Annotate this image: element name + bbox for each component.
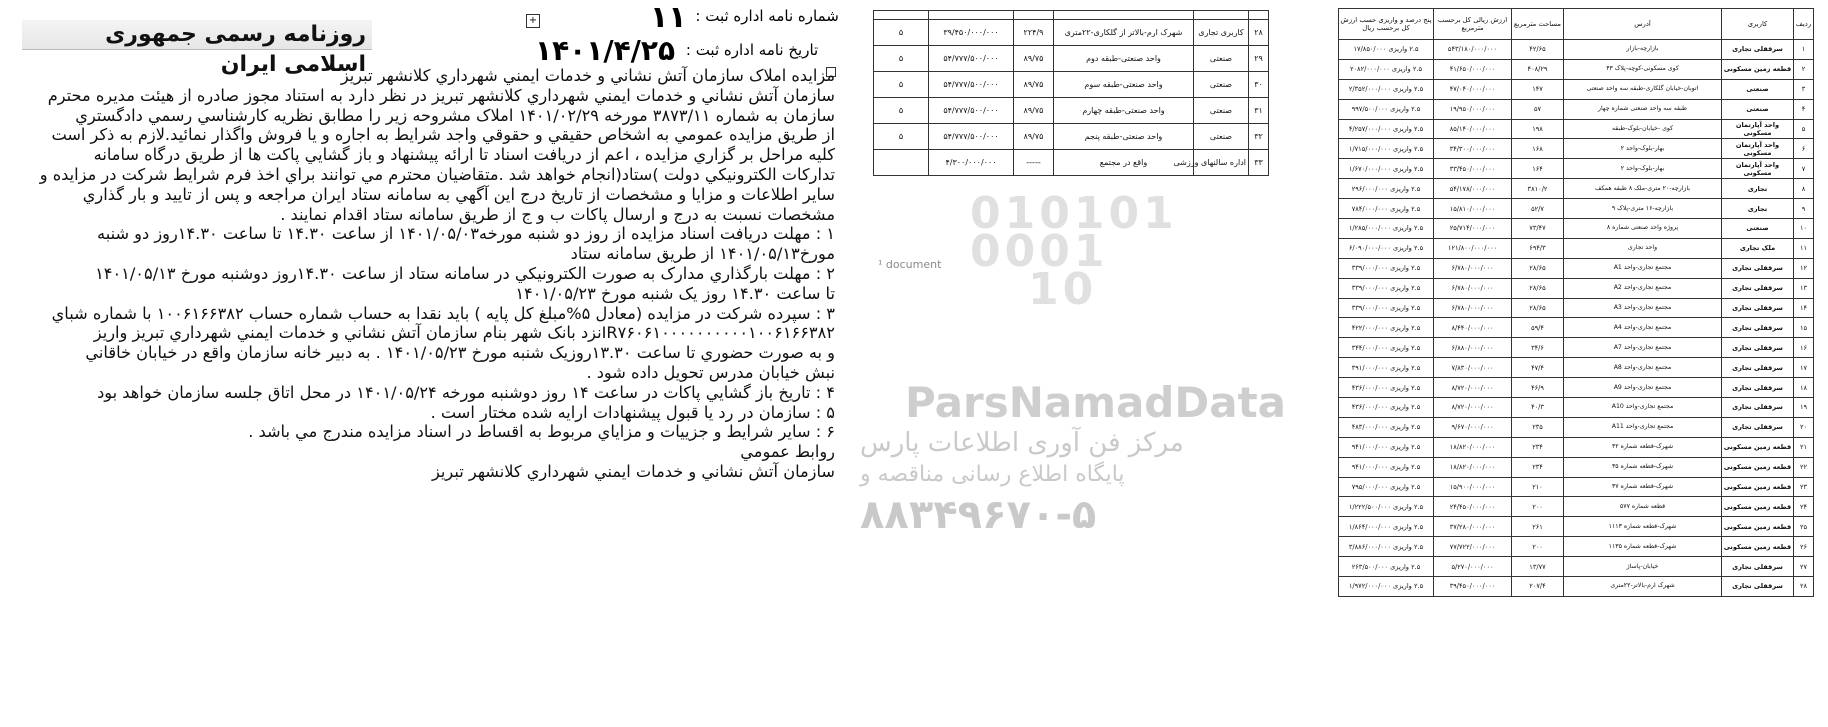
cell-no: ۲۹ — [1249, 46, 1269, 72]
cell-area: ۱۴۷ — [1512, 79, 1564, 99]
table-row — [874, 11, 1269, 20]
table-row — [1339, 537, 1814, 557]
table-cell — [1014, 11, 1054, 20]
cell-use: واحد آپارتمان مسکونی — [1722, 139, 1794, 159]
watermark-center-line: مرکز فن آوری اطلاعات پارس — [860, 428, 1184, 458]
cell-use: صنعتی — [1722, 79, 1794, 99]
table-row — [874, 72, 1269, 98]
cell-row-number: ۱۳ — [1794, 278, 1814, 298]
header-row-number: ردیف — [1794, 9, 1814, 40]
cell-area: ۲۸/۶۵ — [1512, 258, 1564, 278]
cell-unit-price: ۲۴/۴۵۰/۰۰۰/۰۰۰ — [1434, 497, 1512, 517]
cell-use: صنعتی — [1194, 72, 1249, 98]
cell-total: ۲.۵ واریزی ۴۲۲/۰۰۰/۰۰۰ — [1339, 318, 1434, 338]
table-row — [874, 46, 1269, 72]
notice-line: روابط عمومي — [740, 442, 835, 462]
table-row — [1339, 179, 1814, 199]
header-total: پنج درصد و واریزی حسب ارزش کل برحسب ریال — [1339, 9, 1434, 40]
registration-date-line — [535, 34, 818, 67]
cell-address: شهرک-قطعه شماره ۱۱۱۳ — [1564, 517, 1722, 537]
cell-total: ۲.۵ واریزی ۱/۲۲۲/۵۰۰/۰۰۰ — [1339, 497, 1434, 517]
cell-use: سرقفلی تجاری — [1722, 577, 1794, 597]
cell-total: ۲.۵ واریزی ۹۴۱/۰۰۰/۰۰۰ — [1339, 437, 1434, 457]
cell-row-number: ۵ — [1794, 119, 1814, 139]
cell-address: مجتمع تجاری-واحد A3 — [1564, 298, 1722, 318]
cell-unit-price: ۸۵/۱۴۰/۰۰۰/۰۰۰ — [1434, 119, 1512, 139]
header-use: کاربری — [1722, 9, 1794, 40]
notice-line: و به صورت حضوري تا ساعت ۱۳.۳۰روزيک شنبه مورخ ۱۴۰۱/۰۵/۲۳ . به دبير خانه سازمان واقع در خيابان خاقاني — [85, 343, 835, 363]
cell-use: صنعتی — [1194, 98, 1249, 124]
table-row — [1339, 159, 1814, 179]
registration-date: ۱۴۰۱/۴/۲۵ — [535, 34, 676, 67]
notice-line: مزايده املاک سازمان آتش نشاني و خدمات ايمني شهرداري کلانشهر تبريز — [340, 66, 835, 85]
cell-unit-price: ۶/۷۸۰/۰۰۰/۰۰۰ — [1434, 298, 1512, 318]
cell-unit-price: ۱۸/۸۲۰/۰۰۰/۰۰۰ — [1434, 457, 1512, 477]
cell-use: قطعه زمین مسکونی — [1722, 517, 1794, 537]
cell-use: قطعه زمین مسکونی — [1722, 457, 1794, 477]
cell-total: ۲.۵ واریزی ۹۹۷/۵۰۰/۰۰۰ — [1339, 99, 1434, 119]
cell-unit-price: ۱۵/۸۱۰/۰۰۰/۰۰۰ — [1434, 199, 1512, 219]
watermark-binary: 010101 0001 10 — [970, 188, 1178, 315]
table-row — [1339, 119, 1814, 139]
cell-row-number: ۱ — [1794, 40, 1814, 60]
table-row — [1339, 199, 1814, 219]
cell-address: مجتمع تجاری-واحد A11 — [1564, 417, 1722, 437]
cell-unit-price: ۸/۷۲۰/۰۰۰/۰۰۰ — [1434, 378, 1512, 398]
notice-line: سازمان آتش نشاني و خدمات ايمني شهرداري کلانشهر تبريز — [432, 461, 835, 481]
cell-use: سرقفلی تجاری — [1722, 338, 1794, 358]
cell-unit-price: ۱۵/۹۰۰/۰۰۰/۰۰۰ — [1434, 477, 1512, 497]
cell-address: کوی مسکونی-کوچه-پلاک ۴۳ — [1564, 59, 1722, 79]
cell-row-number: ۲۱ — [1794, 437, 1814, 457]
cell-address: مجتمع تجاری-واحد A7 — [1564, 338, 1722, 358]
notice-line: سازمان آتش نشاني و خدمات ايمني شهرداري کلانشهر تبريز در نظر دارد به استناد مجوز صادره از هيئت مديره محترم — [47, 85, 835, 105]
table-row — [874, 150, 1269, 176]
table-row — [874, 20, 1269, 46]
notice-line: تدارکات الکترونيکي دولت )ستاد(انجام خواهد شد .متقاضيان محترم مي توانند براي اخذ فرم شرايط شرکت در مزايده و — [39, 164, 835, 184]
table-cell — [1054, 11, 1194, 20]
cell-area: ۱۹۸ — [1512, 119, 1564, 139]
cell-no: ۳۳ — [1249, 150, 1269, 176]
notice-line: مشخصات نسبت به درج و ارسال پاکات ب و ج از طريق سامانه ستاد اقدام نمايند . — [280, 204, 835, 224]
table-row — [1339, 139, 1814, 159]
cell-address: بازارچه-بازار — [1564, 40, 1722, 60]
registration-number: ۱۱ — [650, 0, 687, 35]
table-row — [874, 124, 1269, 150]
notice-line: تا ساعت ۱۴.۳۰ روز يک شنبه مورخ ۱۴۰۱/۰۵/۲۳ — [515, 283, 835, 303]
property-table-grid — [1338, 8, 1814, 597]
header-area: مساحت مترمربع — [1512, 9, 1564, 40]
cell-terms: ۵ — [874, 20, 929, 46]
table-row — [1339, 338, 1814, 358]
cell-area: ۲۲۴/۹ — [1014, 20, 1054, 46]
cell-area: ۸۹/۷۵ — [1014, 124, 1054, 150]
cell-use: اداره سالنهای ورزشی — [1194, 150, 1249, 176]
cell-no: ۳۱ — [1249, 98, 1269, 124]
registration-number-line — [650, 0, 839, 35]
table-row — [1339, 278, 1814, 298]
cell-address: شهرک ارم-بالاتر از گلکاری-۲۲متری — [1054, 20, 1194, 46]
cell-area: ۲۱۰ — [1512, 477, 1564, 497]
cell-terms: ۵ — [874, 98, 929, 124]
cell-use: صنعتی — [1194, 46, 1249, 72]
cell-unit-price: ۵/۲۷۰/۰۰۰/۰۰۰ — [1434, 557, 1512, 577]
cell-address: واحد صنعتی-طبقه سوم — [1054, 72, 1194, 98]
cell-unit-price: ۳۴/۳۰۰/۰۰۰/۰۰۰ — [1434, 139, 1512, 159]
cell-row-number: ۱۶ — [1794, 338, 1814, 358]
cell-total: ۲.۵ واریزی ۱۷/۸۵۰/۰۰۰ — [1339, 40, 1434, 60]
cell-row-number: ۱۹ — [1794, 398, 1814, 418]
cell-address: بهار-بلوک-واحد ۲ — [1564, 159, 1722, 179]
cell-use: سرقفلی تجاری — [1722, 40, 1794, 60]
cell-row-number: ۲۳ — [1794, 477, 1814, 497]
cell-area: ۲۶۱ — [1512, 517, 1564, 537]
table-row — [1339, 577, 1814, 597]
cell-use: صنعتی — [1722, 219, 1794, 239]
cell-total: ۲.۵ واریزی ۷۸۴/۰۰۰/۰۰۰ — [1339, 199, 1434, 219]
cell-area: ۲۳۴ — [1512, 457, 1564, 477]
cell-area: ۲۰۰ — [1512, 497, 1564, 517]
cell-area: ۱۶۴ — [1512, 159, 1564, 179]
property-table — [1338, 8, 1813, 597]
table-row — [1339, 258, 1814, 278]
cell-total: ۲.۵ واریزی ۱/۶۷۰/۰۰۰/۰۰۰ — [1339, 159, 1434, 179]
cell-total: ۲.۵ واریزی ۱/۲۸۵/۰۰۰/۰۰۰ — [1339, 219, 1434, 239]
cell-no: ۳۰ — [1249, 72, 1269, 98]
cell-total: ۲.۵ واریزی ۹۴۱/۰۰۰/۰۰۰ — [1339, 457, 1434, 477]
cell-area: ۴۰۸/۲۹ — [1512, 59, 1564, 79]
cell-total: ۲.۵ واریزی ۶/۰۹۰/۰۰۰/۰۰۰ — [1339, 238, 1434, 258]
cell-total: ۲.۵ واریزی ۴۳۶/۰۰۰/۰۰۰ — [1339, 378, 1434, 398]
notice-line: ۱ : مهلت دريافت اسناد مزايده از روز دو شنبه مورخه۱۴۰۱/۰۵/۰۳ از ساعت ۱۴.۳۰ تا ساعت ۱۴.۳۰روز دو شنبه — [97, 224, 835, 244]
cell-address: کوی -خیابان-بلوک-طبقه — [1564, 119, 1722, 139]
watermark-brand: ParsNamadData — [905, 378, 1286, 427]
cell-use: سرقفلی تجاری — [1722, 278, 1794, 298]
cell-address: شهرک-قطعه شماره ۴۲ — [1564, 437, 1722, 457]
cell-row-number: ۸ — [1794, 179, 1814, 199]
cell-address: مجتمع تجاری-واحد A9 — [1564, 378, 1722, 398]
cell-total: ۲.۵ واریزی ۳۹۱/۰۰۰/۰۰۰ — [1339, 358, 1434, 378]
notice-panel — [0, 0, 840, 727]
cell-unit-price: ۶/۷۸۰/۰۰۰/۰۰۰ — [1434, 278, 1512, 298]
cell-area: ۱۶۸ — [1512, 139, 1564, 159]
expand-icon[interactable]: + — [526, 14, 540, 28]
cell-unit-price: ۸/۴۴۰/۰۰۰/۰۰۰ — [1434, 318, 1512, 338]
cell-unit-price: ۵۴۳/۱۸۰/۰۰۰/۰۰۰ — [1434, 40, 1512, 60]
cell-area: ۶۹۴/۳ — [1512, 238, 1564, 258]
cell-price: ۵۴/۷۷۷/۵۰۰/۰۰۰ — [929, 124, 1014, 150]
cell-address: شهرک-قطعه شماره ۱۱۳۵ — [1564, 537, 1722, 557]
notice-line: IR۷۶۰۶۱۰۰۰۰۰۰۰۰۰۰۱۰۰۶۱۶۶۳۸۲نزد بانک شهر بنام سازمان آتش نشاني و خدمات ايمني شهرداري تبريز واريز — [93, 323, 835, 343]
cell-unit-price: ۳۹/۴۵۰/۰۰۰/۰۰۰ — [1434, 577, 1512, 597]
cell-use: سرقفلی تجاری — [1722, 258, 1794, 278]
cell-area: ۸۹/۷۵ — [1014, 46, 1054, 72]
cell-area: ۱۳/۷۷ — [1512, 557, 1564, 577]
cell-use: سرقفلی تجاری — [1722, 398, 1794, 418]
notice-line: ساير اطلاعات و مزايا و مشخصات از تاريخ درج اين آگهي به سامانه ستاد ايران مراجعه و پس از تاييد و بار گذاري — [82, 184, 835, 204]
cell-area: ۲۳۵ — [1512, 417, 1564, 437]
table-row — [1339, 59, 1814, 79]
cell-unit-price: ۴۱/۶۵۰/۰۰۰/۰۰۰ — [1434, 59, 1512, 79]
cell-address: واحد صنعتی-طبقه پنجم — [1054, 124, 1194, 150]
cell-row-number: ۱۰ — [1794, 219, 1814, 239]
watermark-doc-label: ¹ document — [878, 258, 942, 271]
cell-area: ----- — [1014, 150, 1054, 176]
cell-unit-price: ۶/۷۸۰/۰۰۰/۰۰۰ — [1434, 258, 1512, 278]
cell-row-number: ۴ — [1794, 99, 1814, 119]
cell-use: قطعه زمین مسکونی — [1722, 477, 1794, 497]
cell-row-number: ۱۵ — [1794, 318, 1814, 338]
table-cell — [874, 11, 929, 20]
cell-address: مجتمع تجاری-واحد A8 — [1564, 358, 1722, 378]
cell-row-number: ۱۱ — [1794, 238, 1814, 258]
cell-row-number: ۱۷ — [1794, 358, 1814, 378]
cell-total: ۲.۵ واریزی ۳۳۹/۰۰۰/۰۰۰ — [1339, 298, 1434, 318]
cell-use: سرقفلی تجاری — [1722, 298, 1794, 318]
table-row — [1339, 457, 1814, 477]
cell-area: ۷۳/۴۷ — [1512, 219, 1564, 239]
cell-use: سرقفلی تجاری — [1722, 378, 1794, 398]
cell-use: واحد آپارتمان مسکونی — [1722, 159, 1794, 179]
cell-total: ۲.۵ واریزی ۳۳۹/۰۰۰/۰۰۰ — [1339, 258, 1434, 278]
cell-row-number: ۷ — [1794, 159, 1814, 179]
cell-terms: ۵ — [874, 72, 929, 98]
cell-unit-price: ۱۸/۸۲۰/۰۰۰/۰۰۰ — [1434, 437, 1512, 457]
cell-use: قطعه زمین مسکونی — [1722, 537, 1794, 557]
cell-total: ۲.۵ واریزی ۲/۳۵۲/۰۰۰/۰۰۰ — [1339, 79, 1434, 99]
notice-line: ۶ : ساير شرايط و جزييات و مزاياي مربوط به اقساط در اسناد مزايده مندرج مي باشد . — [248, 422, 835, 442]
cell-unit-price: ۴۷/۰۴۰/۰۰۰/۰۰۰ — [1434, 79, 1512, 99]
cell-address: بازارچه-۲۰ متری-ملک ۸ طبقه همکف — [1564, 179, 1722, 199]
cell-use: سرقفلی تجاری — [1722, 557, 1794, 577]
cell-address: مجتمع تجاری-واحد A10 — [1564, 398, 1722, 418]
cell-address: شهرک-قطعه شماره ۳۷ — [1564, 477, 1722, 497]
table-row — [1339, 238, 1814, 258]
cell-terms: ۵ — [874, 124, 929, 150]
cell-row-number: ۲۰ — [1794, 417, 1814, 437]
notice-line: سازمان به شماره ۳۸۷۳/۱۱ مورخه ۱۴۰۱/۰۲/۲۹ املاک مشروحه زير را مطابق نظريه کارشناسي رسمي دادگستري — [75, 105, 835, 125]
cell-unit-price: ۵۴/۱۷۸/۰۰۰/۰۰۰ — [1434, 179, 1512, 199]
cell-total: ۲.۵ واریزی ۴/۲۵۷/۰۰۰/۰۰۰ — [1339, 119, 1434, 139]
cell-price: ۵۴/۷۷۷/۵۰۰/۰۰۰ — [929, 98, 1014, 124]
registration-date-label: تاریخ نامه اداره ثبت : — [685, 41, 819, 59]
table-row — [1339, 318, 1814, 338]
cell-address: مجتمع تجاری-واحد A1 — [1564, 258, 1722, 278]
cell-row-number: ۳ — [1794, 79, 1814, 99]
table-row — [1339, 40, 1814, 60]
cell-area: ۸۹/۷۵ — [1014, 72, 1054, 98]
cell-use: سرقفلی تجاری — [1722, 358, 1794, 378]
table-row — [874, 98, 1269, 124]
cell-area: ۲۰۰ — [1512, 537, 1564, 557]
table-row — [1339, 517, 1814, 537]
table-row — [1339, 79, 1814, 99]
cell-address: خیابان-پاساژ — [1564, 557, 1722, 577]
cell-total: ۲.۵ واریزی ۳۳۹/۰۰۰/۰۰۰ — [1339, 278, 1434, 298]
header-address: آدرس — [1564, 9, 1722, 40]
continuation-table — [873, 10, 1268, 176]
notice-line: ۳ : سپرده شرکت در مزايده (معادل ۵%مبلغ کل پايه ) بايد نقدا به حساب شماره حساب ۱۰۰۶۱۶۶۳۸۲ با شماره شباي — [51, 303, 835, 323]
cell-unit-price: ۱۲۱/۸۰۰/۰۰۰/۰۰۰ — [1434, 238, 1512, 258]
cell-address: واحد صنعتی-طبقه چهارم — [1054, 98, 1194, 124]
cell-total: ۲.۵ واریزی ۱/۷۱۵/۰۰۰/۰۰۰ — [1339, 139, 1434, 159]
cell-address: واحد صنعتی-طبقه دوم — [1054, 46, 1194, 72]
cell-total: ۲.۵ واریزی ۲۰۸۲/۰۰۰/۰۰۰ — [1339, 59, 1434, 79]
cell-area: ۴۲/۶۵ — [1512, 40, 1564, 60]
cell-use: قطعه زمین مسکونی — [1722, 437, 1794, 457]
cell-address: شهرک-قطعه شماره ۳۵ — [1564, 457, 1722, 477]
cell-address: بازارچه-۱۶ متری-پلاک ۹ — [1564, 199, 1722, 219]
table-row — [1339, 497, 1814, 517]
cell-row-number: ۲۴ — [1794, 497, 1814, 517]
cell-address: واحد تجاری — [1564, 238, 1722, 258]
watermark-phone: ۸۸۳۴۹۶۷۰-۵ — [860, 492, 1097, 538]
watermark-portal-line: پایگاه اطلاع رسانی مناقصه و — [860, 462, 1125, 487]
notice-line: ۵ : سازمان در رد يا قبول پيشنهادات ارايه شده مختار است . — [430, 402, 835, 422]
newspaper-title: روزنامه رسمی جمهوری اسلامی ایران — [22, 20, 372, 50]
cell-total: ۲.۵ واریزی ۴۸۳/۰۰۰/۰۰۰ — [1339, 417, 1434, 437]
table-row — [1339, 358, 1814, 378]
table-row — [1339, 417, 1814, 437]
cell-address: قطعه شماره ۵۷۷ — [1564, 497, 1722, 517]
table-row — [1339, 378, 1814, 398]
cell-address: شهرک ارم-بالاتر-۲۲متری — [1564, 577, 1722, 597]
table-row — [1339, 398, 1814, 418]
cell-area: ۲۸/۶۵ — [1512, 278, 1564, 298]
table-cell — [929, 11, 1014, 20]
cell-address: اتوبان-خیابان گلکاری-طبقه سه واحد صنعتی — [1564, 79, 1722, 99]
cell-use: قطعه زمین مسکونی — [1722, 59, 1794, 79]
cell-total: ۲.۵ واریزی ۱/۸۶۴/۰۰۰/۰۰۰ — [1339, 517, 1434, 537]
table-row — [1339, 219, 1814, 239]
notice-line: از طريق مزايده عمومي به اشخاص حقيقي و حقوقي واجد شرايط به اجاره و يا فروش واگذار نمائيد.لازم به ذکر است — [51, 125, 835, 145]
cell-total: ۲.۵ واریزی ۲۶۳/۵۰۰/۰۰۰ — [1339, 557, 1434, 577]
cell-total: ۲.۵ واریزی ۱/۹۷۲/۰۰۰/۰۰۰ — [1339, 577, 1434, 597]
continuation-table-grid — [873, 10, 1269, 176]
cell-row-number: ۲۵ — [1794, 517, 1814, 537]
cell-row-number: ۲ — [1794, 59, 1814, 79]
table-cell — [1249, 11, 1269, 20]
cell-row-number: ۲۲ — [1794, 457, 1814, 477]
cell-price: ۵۴/۷۷۷/۵۰۰/۰۰۰ — [929, 72, 1014, 98]
cell-total: ۲.۵ واریزی ۴۳۶/۰۰۰/۰۰۰ — [1339, 398, 1434, 418]
table-row — [1339, 437, 1814, 457]
cell-row-number: ۹ — [1794, 199, 1814, 219]
table-row — [1339, 557, 1814, 577]
notice-body — [20, 66, 835, 482]
cell-address: پروژه واحد صنعتی شماره ۸ — [1564, 219, 1722, 239]
notice-line: نبش خيابان مدرس تحويل داده شود . — [586, 362, 835, 382]
cell-total: ۲.۵ واریزی ۷۹۵/۰۰۰/۰۰۰ — [1339, 477, 1434, 497]
cell-address: مجتمع تجاری-واحد A4 — [1564, 318, 1722, 338]
cell-row-number: ۱۲ — [1794, 258, 1814, 278]
cell-area: ۳۴/۶ — [1512, 338, 1564, 358]
cell-row-number: ۶ — [1794, 139, 1814, 159]
cell-no: ۳۲ — [1249, 124, 1269, 150]
cell-area: ۳۸۱۰/۲ — [1512, 179, 1564, 199]
cell-address: مجتمع تجاری-واحد A2 — [1564, 278, 1722, 298]
cell-unit-price: ۶/۸۸۰/۰۰۰/۰۰۰ — [1434, 338, 1512, 358]
cell-price: ۳۹/۴۵۰/۰۰۰/۰۰۰ — [929, 20, 1014, 46]
cell-use: تجاری — [1722, 199, 1794, 219]
cell-unit-price: ۹/۶۷۰/۰۰۰/۰۰۰ — [1434, 417, 1512, 437]
cell-unit-price: ۳۷/۲۸۰/۰۰۰/۰۰۰ — [1434, 517, 1512, 537]
cell-total: ۲.۵ واریزی ۳/۸۸۶/۰۰۰/۰۰۰ — [1339, 537, 1434, 557]
cell-unit-price: ۷/۸۳۰/۰۰۰/۰۰۰ — [1434, 358, 1512, 378]
cell-row-number: ۱۴ — [1794, 298, 1814, 318]
cell-price: ۴/۳۰۰/۰۰۰/۰۰۰ — [929, 150, 1014, 176]
cell-unit-price: ۸/۷۲۰/۰۰۰/۰۰۰ — [1434, 398, 1512, 418]
cell-address: بهار-بلوک-واحد ۲ — [1564, 139, 1722, 159]
cell-area: ۴۰/۳ — [1512, 398, 1564, 418]
cell-total: ۲.۵ واریزی ۲۹۶/۰۰۰/۰۰۰ — [1339, 179, 1434, 199]
cell-use: قطعه زمین مسکونی — [1722, 497, 1794, 517]
notice-line: ۴ : تاريخ باز گشايي پاکات در ساعت ۱۴ روز دوشنبه مورخه ۱۴۰۱/۰۵/۲۴ در محل اتاق جلسه سازمان خواهد بود — [97, 382, 835, 402]
cell-use: سرقفلی تجاری — [1722, 318, 1794, 338]
cell-use: تجاری — [1722, 179, 1794, 199]
cell-use: ملک تجاری — [1722, 238, 1794, 258]
cell-area: ۲۸/۶۵ — [1512, 298, 1564, 318]
cell-use: کاربری تجاری — [1194, 20, 1249, 46]
notice-line: کليه مراحل بر گزاري مزايده ، اعم از دريافت اسناد تا ارائه پيشنهاد و باز گشايي پاکت ها از طريق درگاه سامانه — [93, 145, 835, 165]
registration-number-label: شماره نامه اداره ثبت : — [695, 7, 839, 25]
notice-line: مورخ۱۴۰۱/۰۵/۱۳ از طريق سامانه ستاد — [570, 244, 835, 264]
cell-total: ۲.۵ واریزی ۳۴۴/۰۰۰/۰۰۰ — [1339, 338, 1434, 358]
cell-row-number: ۱۸ — [1794, 378, 1814, 398]
cell-price: ۵۴/۷۷۷/۵۰۰/۰۰۰ — [929, 46, 1014, 72]
cell-row-number: ۲۸ — [1794, 577, 1814, 597]
cell-area: ۴۶/۹ — [1512, 378, 1564, 398]
cell-area: ۵۷ — [1512, 99, 1564, 119]
cell-use: واحد آپارتمان مسکونی — [1722, 119, 1794, 139]
header-unit-price: ارزش ریالی کل برحسب مترمربع — [1434, 9, 1512, 40]
table-row — [1339, 99, 1814, 119]
cell-unit-price: ۱۹/۹۵۰/۰۰۰/۰۰۰ — [1434, 99, 1512, 119]
cell-address: طبقه سه واحد صنعتی شماره چهار — [1564, 99, 1722, 119]
cell-area: ۸۹/۷۵ — [1014, 98, 1054, 124]
cell-row-number: ۲۶ — [1794, 537, 1814, 557]
cell-area: ۵۹/۴ — [1512, 318, 1564, 338]
cell-address: واقع در مجتمع — [1054, 150, 1194, 176]
cell-row-number: ۲۷ — [1794, 557, 1814, 577]
cell-use: صنعتی — [1194, 124, 1249, 150]
cell-use: سرقفلی تجاری — [1722, 417, 1794, 437]
table-cell — [1194, 11, 1249, 20]
cell-area: ۲۰۷/۴ — [1512, 577, 1564, 597]
table-row — [1339, 298, 1814, 318]
property-table-header — [1339, 9, 1814, 40]
cell-unit-price: ۳۳/۴۵۰/۰۰۰/۰۰۰ — [1434, 159, 1512, 179]
cell-area: ۵۲/۷ — [1512, 199, 1564, 219]
notice-line: ۲ : مهلت بارگذاري مدارک به صورت الکترونيکي در سامانه ستاد از ساعت ۱۴.۳۰روز دوشنبه مورخ ۱۴۰۱/۰۵/۱۳ — [95, 263, 835, 283]
cell-unit-price: ۷۷/۷۲۲/۰۰۰/۰۰۰ — [1434, 537, 1512, 557]
cell-terms: ۵ — [874, 46, 929, 72]
cell-area: ۴۷/۴ — [1512, 358, 1564, 378]
cell-unit-price: ۲۵/۷۱۴/۰۰۰/۰۰۰ — [1434, 219, 1512, 239]
cell-terms — [874, 150, 929, 176]
cell-area: ۲۳۴ — [1512, 437, 1564, 457]
cell-no: ۲۸ — [1249, 20, 1269, 46]
table-row — [1339, 477, 1814, 497]
cell-use: صنعتی — [1722, 99, 1794, 119]
